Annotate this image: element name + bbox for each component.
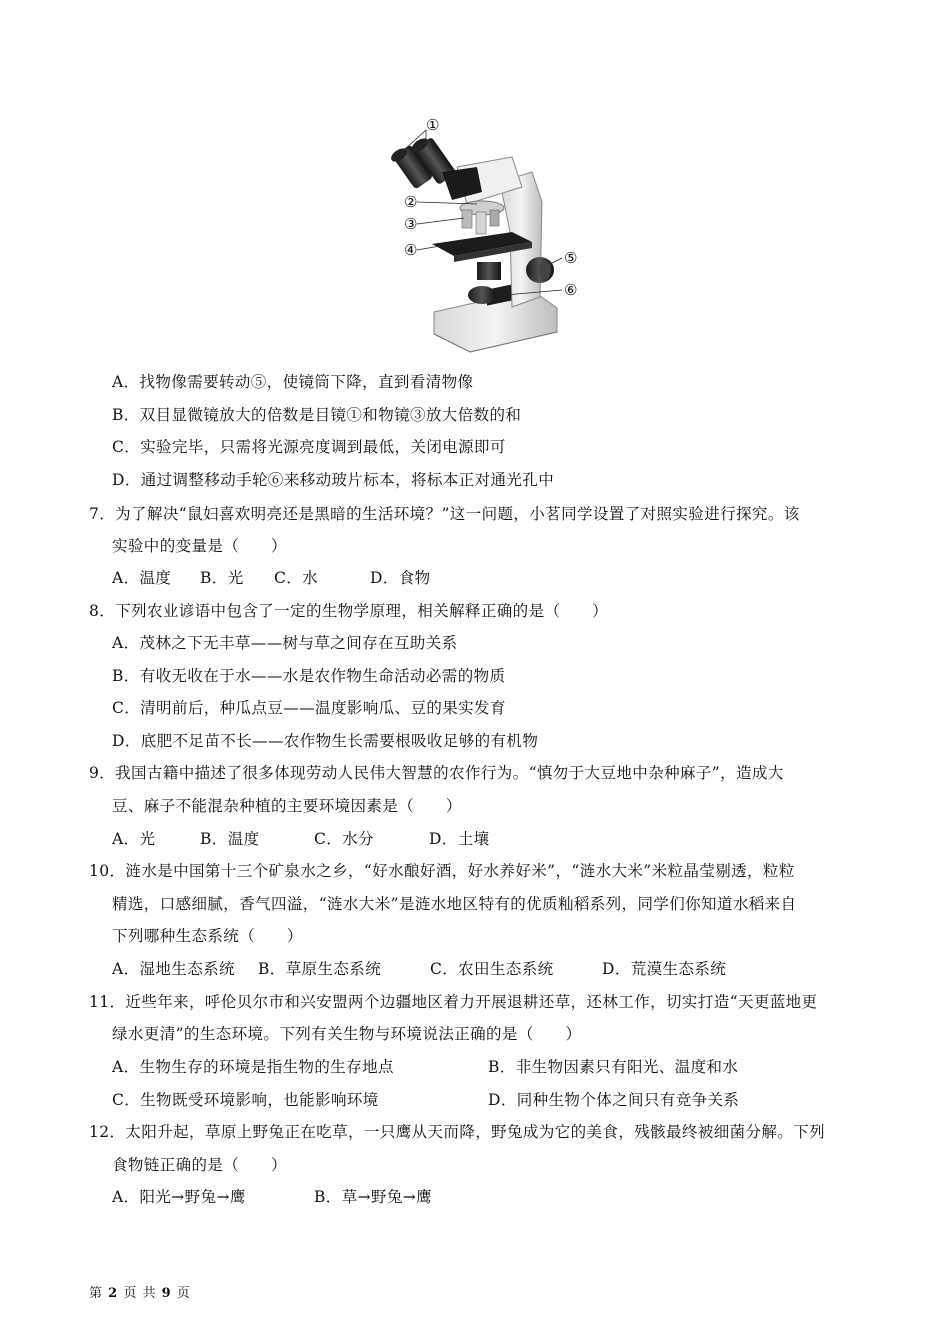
q8-option-b: B．有收无收在于水——水是农作物生命活动必需的物质 [112,667,506,685]
q9-stem-line1: 9．我国古籍中描述了很多体现劳动人民伟大智慧的农作行为。“慎勿于大豆地中杂种麻子”，造成大 [89,764,784,782]
q10-option-d: D．荒漠生态系统 [602,960,727,978]
q12-option-a: A．阳光→野兔→鹰 [112,1188,246,1206]
q7-option-a: A．温度 [112,569,172,587]
q6-option-a: A．找物像需要转动⑤，使镜筒下降，直到看清物像 [112,373,474,391]
q8-option-d: D．底肥不足苗不长——农作物生长需要根吸收足够的有机物 [112,732,539,750]
label-2: ② [404,193,418,211]
q10-option-c: C．农田生态系统 [430,960,554,978]
q8-option-c: C．清明前后，种瓜点豆——温度影响瓜、豆的果实发育 [112,699,506,717]
q7-option-c: C．水 [274,569,319,587]
q9-option-b: B．温度 [200,830,260,848]
label-3: ③ [404,215,418,233]
q10-stem-line2: 精选，口感细腻，香气四溢，“涟水大米”是涟水地区特有的优质籼稻系列，同学们你知道水稻来自 [112,895,797,913]
q12-stem-line1: 12．太阳升起，草原上野兔正在吃草，一只鹰从天而降，野兔成为它的美食，残骸最终被细菌分解。下列 [89,1123,826,1141]
q11-stem-line1: 11．近些年来，呼伦贝尔市和兴安盟两个边疆地区着力开展退耕还草，还林工作，切实打造“天更蓝地更 [89,993,818,1011]
q6-option-b: B．双目显微镜放大的倍数是目镜①和物镜③放大倍数的和 [112,406,522,424]
q7-stem-line2: 实验中的变量是（ ） [112,537,287,555]
q10-stem-line1: 10．涟水是中国第十三个矿泉水之乡，“好水酿好酒，好水养好米”，“涟水大米”米粒晶莹剔透，粒粒 [89,862,795,880]
q9-option-c: C．水分 [314,830,374,848]
footer-total-pages: 9 [161,1286,172,1301]
q11-stem-line2: 绿水更清”的生态环境。下列有关生物与环境说法正确的是（ ） [112,1025,582,1043]
label-6: ⑥ [564,281,578,299]
q9-option-a: A．光 [112,830,156,848]
q8-stem: 8．下列农业谚语中包含了一定的生物学原理，相关解释正确的是（ ） [89,602,609,620]
q12-stem-line2: 食物链正确的是（ ） [112,1156,287,1174]
label-4: ④ [404,241,418,259]
label-5: ⑤ [564,249,578,267]
q11-option-c: C．生物既受环境影响，也能影响环境 [112,1091,379,1109]
q10-option-a: A．湿地生态系统 [112,960,235,978]
q10-stem-line3: 下列哪种生态系统（ ） [112,927,303,945]
q7-option-b: B．光 [200,569,244,587]
q11-option-d: D．同种生物个体之间只有竞争关系 [488,1091,740,1109]
q6-option-c: C．实验完毕，只需将光源亮度调到最低，关闭电源即可 [112,438,506,456]
microscope-figure [382,112,592,360]
q7-stem-line1: 7．为了解决“鼠妇喜欢明亮还是黑暗的生活环境？”这一问题，小茗同学设置了对照实验进行探究。该 [89,505,800,523]
q6-option-d: D．通过调整移动手轮⑥来移动玻片标本，将标本正对通光孔中 [112,471,555,489]
q9-option-d: D．土壤 [429,830,490,848]
page-footer [89,1282,191,1301]
q7-option-d: D．食物 [370,569,431,587]
q9-stem-line2: 豆、麻子不能混杂种植的主要环境因素是（ ） [112,797,462,815]
footer-suffix: 页 [176,1286,191,1301]
footer-page-number: 2 [108,1286,119,1301]
footer-prefix: 第 [89,1286,104,1301]
q10-option-b: B．草原生态系统 [258,960,382,978]
footer-middle: 页 共 [123,1286,157,1301]
q11-option-a: A．生物生存的环境是指生物的生存地点 [112,1058,394,1076]
label-1: ① [426,116,440,134]
q8-option-a: A．茂林之下无丰草——树与草之间存在互助关系 [112,634,458,652]
q11-option-b: B．非生物因素只有阳光、温度和水 [488,1058,739,1076]
q12-option-b: B．草→野兔→鹰 [314,1188,433,1206]
